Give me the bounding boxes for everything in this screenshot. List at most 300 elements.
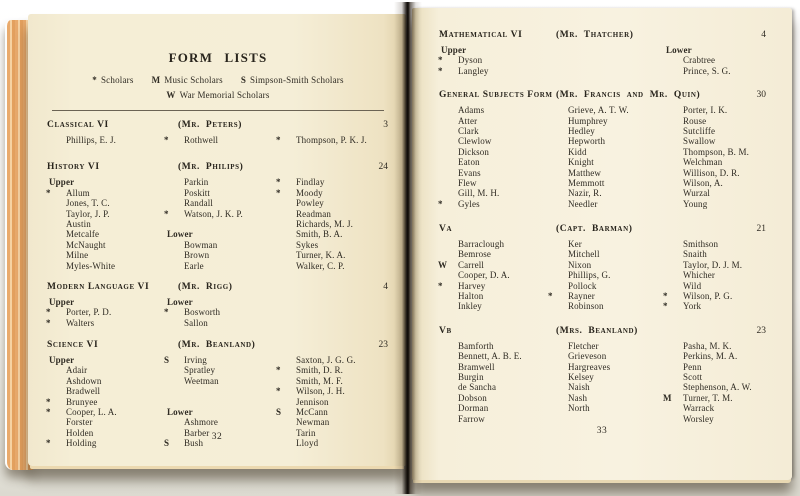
scholar-mark [46,198,66,208]
student-name: Saxton, J. G. G. [296,355,356,366]
student-name: Forster [66,417,93,428]
scholar-mark [438,147,458,157]
scholar-mark [548,249,568,259]
scholar-mark [438,291,458,301]
scholar-mark [663,341,683,351]
student-cell [438,281,548,291]
student-cell [276,135,390,145]
student-name: Poskitt [184,187,211,198]
section-header [46,162,390,175]
form-row [46,219,390,229]
student-name: Robinson [568,301,604,312]
legend-label: Music Scholars [164,75,223,85]
student-cell [46,407,164,417]
scholar-mark [438,372,458,382]
student-name: Ashdown [66,375,102,386]
student-cell [438,45,548,55]
scholar-mark [164,250,184,260]
scholar-mark: * [164,208,169,219]
student-cell [46,135,164,145]
scholar-mark [46,376,66,386]
student-cell [438,157,548,167]
student-cell [663,372,768,382]
student-cell [438,178,548,188]
form-row [46,397,390,407]
student-cell [276,219,390,229]
student-cell [438,291,548,301]
student-name: Wild [683,280,702,291]
student-name: Eaton [458,157,480,168]
scholar-mark: W [438,259,448,270]
form-row [438,105,768,115]
student-cell [276,318,390,328]
student-cell [663,55,768,65]
scholar-mark [276,250,296,260]
student-name: Humphrey [568,115,608,126]
subgroup-label: Lower [167,407,193,418]
subgroup-label: Upper [441,45,467,55]
student-cell [548,362,663,372]
scholar-mark: * [164,135,169,145]
legend-item [166,90,269,100]
section-title: Modern Language VI [47,281,150,292]
form-row [438,341,768,351]
student-name: Jones, T. C. [66,198,110,209]
student-cell [663,239,768,249]
student-name: Willison, D. R. [683,167,740,178]
scholar-mark [438,136,458,146]
student-cell [548,178,663,188]
scholar-mark [548,403,568,413]
student-cell [663,157,768,167]
scholar-mark [548,260,568,270]
section-count: 3 [383,120,388,130]
legend-symbol: W [166,89,176,100]
scholar-mark [276,376,296,386]
scholar-mark [276,240,296,250]
scholar-mark: M [663,392,672,403]
scholar-mark [548,393,568,403]
scholar-mark: * [276,177,281,188]
form-row [46,355,390,365]
student-cell [438,382,548,392]
student-cell [46,355,164,365]
student-name: Harvey [458,280,486,291]
student-cell [46,240,164,250]
student-cell [548,372,663,382]
student-name: Randall [184,198,214,209]
student-cell [164,135,276,145]
student-name: Atter [458,115,478,126]
student-name: Clark [458,125,479,136]
student-name: Austin [66,218,91,229]
student-name: Memmott [568,177,605,188]
student-name: Moody [296,187,323,198]
section-title: Classical VI [47,120,109,130]
scholar-mark [663,270,683,280]
scholar-mark [46,386,66,396]
student-cell [548,301,663,311]
student-cell [438,372,548,382]
scholar-mark: * [46,307,51,318]
form-row [438,45,768,55]
scholar-mark [548,372,568,382]
form-section-modern-language-vi [46,282,390,328]
subgroup-label: Lower [167,229,193,240]
student-cell [46,250,164,260]
student-cell [548,351,663,361]
student-cell [46,261,164,271]
scholar-mark [548,362,568,372]
scholar-mark [164,188,184,198]
form-row [438,66,768,76]
student-cell [164,407,276,417]
form-row [438,362,768,372]
form-row [46,407,390,417]
page-number-left: 32 [211,432,223,442]
section-teacher: (Mr. Thatcher) [556,30,634,40]
section-title: History VI [47,162,100,173]
scholar-mark [438,362,458,372]
form-row [46,240,390,250]
scholar-mark [438,382,458,392]
form-row [438,188,768,198]
scholar-mark: * [438,55,443,66]
scholar-mark [438,393,458,403]
scholar-mark [663,351,683,361]
scholar-mark [46,417,66,427]
scholar-mark: * [276,187,281,198]
student-name: Rayner [568,291,595,302]
student-name: Flew [458,177,477,188]
scholar-mark [548,270,568,280]
form-row [438,270,768,280]
section-teacher: (Mrs. Beanland) [556,325,638,336]
scholar-mark: * [276,386,281,397]
student-name: Barraclough [458,239,505,250]
scholar-mark [548,136,568,146]
student-name: Wilson, P. G. [683,291,733,302]
student-cell [438,168,548,178]
legend-item [152,75,223,85]
scholar-mark: * [46,187,51,198]
section-teacher: (Capt. Barman) [556,224,633,235]
student-cell [164,229,276,239]
scholar-mark: S [164,355,170,366]
student-name: Smith, D. R. [296,365,344,376]
scholar-mark: S [164,438,170,449]
student-name: Gyles [458,198,480,209]
student-name: Halton [458,291,484,302]
scholar-mark [164,240,184,250]
scholar-mark: * [548,291,553,302]
student-cell [164,376,276,386]
student-name: Pollock [568,280,597,291]
scholar-mark [548,126,568,136]
form-row [438,372,768,382]
student-cell [276,386,390,396]
student-name: Dobson [458,392,487,403]
student-cell [548,136,663,146]
student-cell [663,168,768,178]
section-teacher: (Mr. Rigg) [178,281,233,292]
section-header [438,30,768,43]
student-cell [276,250,390,260]
scholar-mark [663,199,683,209]
form-row [46,365,390,375]
scholar-mark [438,126,458,136]
student-cell [663,362,768,372]
form-section-history-vi [46,162,390,271]
student-cell [663,249,768,259]
student-cell [46,209,164,219]
student-name: Myles-White [66,260,116,271]
scholar-mark: * [164,307,169,318]
student-cell [46,198,164,208]
student-cell [438,105,548,115]
form-row [46,198,390,208]
student-name: Clewlow [458,136,492,147]
student-name: Ashmore [184,417,219,428]
section-header [46,282,390,295]
student-cell [164,250,276,260]
form-row [46,250,390,260]
student-name: Earle [184,260,204,271]
student-cell [438,147,548,157]
scholar-mark [438,157,458,167]
student-name: Spratley [184,365,216,376]
form-row [438,178,768,188]
student-cell [548,147,663,157]
scholar-mark [276,229,296,239]
student-cell [46,229,164,239]
section-teacher: (Mr. Peters) [178,120,243,130]
student-name: Turner, K. A. [296,250,346,261]
section-teacher: (Mr. Philips) [178,162,244,173]
student-cell [276,355,390,365]
student-name: Watson, J. K. P. [184,208,243,219]
scholar-mark [663,168,683,178]
legend-label: Scholars [100,75,134,85]
student-cell [663,291,768,301]
student-cell [663,301,768,311]
scholar-mark [548,281,568,291]
scholar-mark [548,341,568,351]
student-name: Sallon [184,317,208,328]
section-title: Vb [439,325,452,336]
student-cell [438,301,548,311]
section-header [438,90,768,103]
right-page [412,8,792,480]
student-name: Bosworth [184,307,221,318]
student-cell [438,188,548,198]
scholar-mark [548,199,568,209]
student-cell [548,45,663,55]
student-cell [46,397,164,407]
student-cell [164,355,276,365]
student-cell [164,198,276,208]
student-cell [663,136,768,146]
legend-line [46,88,390,103]
student-cell [438,136,548,146]
student-name: Wurzal [683,188,711,199]
student-cell [164,261,276,271]
student-cell [548,382,663,392]
form-row [438,414,768,424]
section-header [438,224,768,237]
form-section-mathematical-vi [438,30,768,76]
scholar-mark [46,229,66,239]
student-cell [438,66,548,76]
form-row [438,55,768,65]
scholar-mark [438,178,458,188]
form-row [46,386,390,396]
student-cell [276,240,390,250]
student-cell [663,260,768,270]
form-row [438,126,768,136]
student-cell [548,66,663,76]
student-name: Porter, P. D. [66,307,112,318]
student-cell [663,116,768,126]
student-cell [164,297,276,307]
scholar-mark [276,355,296,365]
scholar-mark [663,414,683,424]
section-count: 30 [756,90,766,101]
student-name: Crabtree [683,55,716,66]
student-name: Wilson, J. H. [296,386,345,397]
student-name: Taylor, J. P. [66,208,110,219]
student-cell [663,414,768,424]
student-cell [46,188,164,198]
right-page-sections [438,30,768,424]
form-row [46,135,390,145]
legend-label: Simpson-Smith Scholars [250,75,344,85]
student-name: Langley [458,65,489,76]
student-name: Warrack [683,403,715,414]
student-cell [164,318,276,328]
student-cell [548,126,663,136]
form-row [46,376,390,386]
student-name: Readman [296,208,332,219]
student-name: Turner, T. M. [683,392,733,403]
student-name: Sykes [296,239,319,250]
form-row [46,417,390,427]
form-row [438,260,768,270]
section-count: 23 [378,340,388,351]
form-row [438,157,768,167]
scholar-mark [663,239,683,249]
student-name: Worsley [683,413,714,424]
student-name: Snaith [683,249,707,260]
form-row [46,318,390,328]
form-row [46,297,390,307]
student-cell [548,249,663,259]
student-name: Thompson, B. M. [683,146,750,157]
scholar-mark [548,301,568,311]
student-name: Lloyd [296,438,319,449]
student-cell [276,177,390,187]
scholar-mark [663,260,683,270]
student-cell [438,260,548,270]
scholar-mark: S [276,407,282,418]
student-cell [276,229,390,239]
student-name: Findlay [296,177,325,188]
section-header [46,340,390,353]
student-cell [164,397,276,407]
scholar-mark [438,351,458,361]
student-name: Welchman [683,157,723,168]
student-name: Holden [66,427,94,438]
student-cell [276,209,390,219]
student-name: Jennison [296,396,329,407]
legend-line [46,73,390,88]
scholar-mark [438,270,458,280]
scholar-mark [438,301,458,311]
student-cell [663,281,768,291]
section-teacher: (Mr. Francis and Mr. Quin) [556,90,701,101]
form-section-vb [438,326,768,424]
student-cell [663,341,768,351]
student-cell [548,270,663,280]
student-cell [164,177,276,187]
scholar-mark: * [663,301,668,312]
scholar-mark [164,365,184,375]
scholar-mark [663,403,683,413]
legend-symbol: * [92,75,97,85]
scholar-mark [164,318,184,328]
divider-rule [52,110,384,111]
student-cell [548,157,663,167]
student-cell [46,417,164,427]
student-cell [164,386,276,396]
student-name: Parkin [184,177,209,188]
student-cell [663,178,768,188]
student-cell [438,403,548,413]
scholar-mark [663,249,683,259]
student-name: Wilson, A. [683,177,723,188]
student-name: Matthew [568,167,602,178]
student-cell [663,270,768,280]
subgroup-label: Lower [666,45,692,55]
student-name: Kidd [568,146,587,157]
scholar-mark [438,403,458,413]
student-cell [548,260,663,270]
form-row [438,239,768,249]
section-count: 24 [378,162,388,173]
scholar-mark [663,66,683,76]
scholar-mark [438,239,458,249]
section-header [438,326,768,339]
scholar-mark: * [438,280,443,291]
legend-item [92,75,133,85]
student-name: Nixon [568,259,592,270]
scholar-mark [46,365,66,375]
student-cell [164,188,276,198]
scholar-mark [663,116,683,126]
scholar-mark [276,219,296,229]
student-name: Gill, M. H. [458,188,500,199]
legend-item [241,75,344,85]
student-name: Weetman [184,375,219,386]
scholar-mark [548,351,568,361]
student-name: Rouse [683,115,707,126]
student-cell [663,126,768,136]
section-count: 4 [383,281,388,292]
student-name: Richards, M. J. [296,218,353,229]
section-title: Science VI [47,340,99,351]
student-cell [438,270,548,280]
scholar-mark [164,261,184,271]
